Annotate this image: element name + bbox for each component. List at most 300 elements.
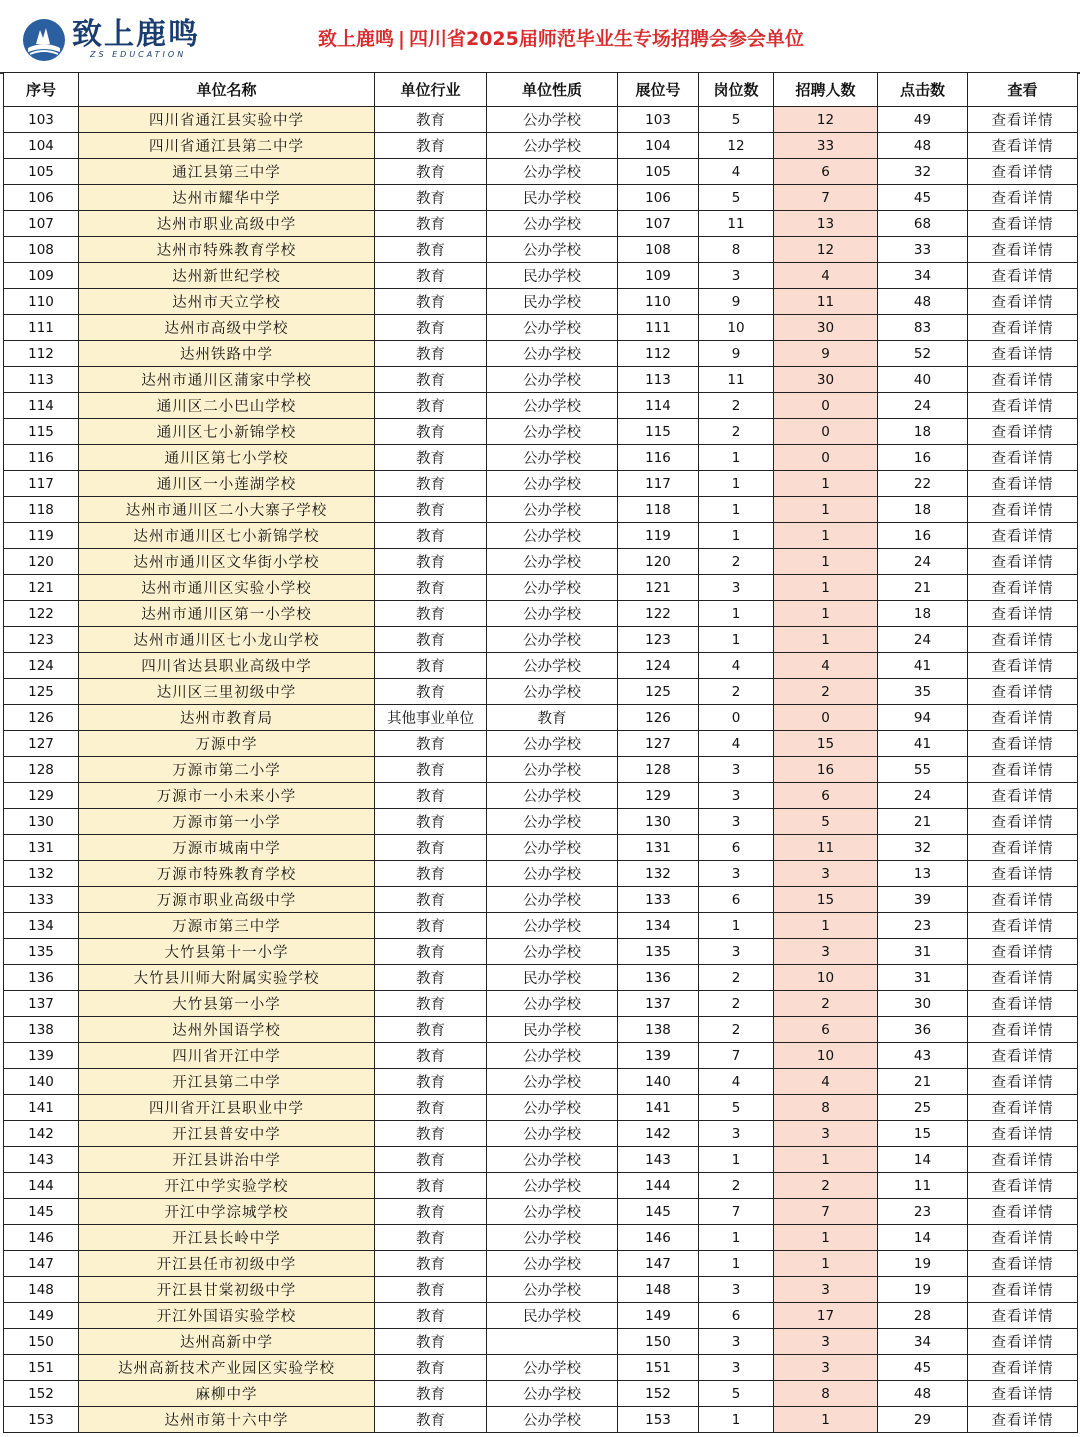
cell-index: 128 (4, 757, 79, 783)
cell-booth: 148 (618, 1277, 699, 1303)
cell-clicks: 30 (878, 991, 968, 1017)
table-row (4, 1043, 1078, 1069)
cell-recruits: 3 (774, 1277, 878, 1303)
cell-industry: 教育 (375, 965, 487, 991)
view-details-link[interactable]: 查看详情 (968, 1069, 1078, 1095)
cell-index: 129 (4, 783, 79, 809)
cell-positions: 4 (699, 1069, 774, 1095)
cell-index: 118 (4, 497, 79, 523)
cell-unit-name: 开江县甘棠初级中学 (79, 1277, 375, 1303)
cell-nature: 公办学校 (487, 679, 618, 705)
cell-positions: 6 (699, 1303, 774, 1329)
view-details-link[interactable]: 查看详情 (968, 939, 1078, 965)
cell-recruits: 3 (774, 1355, 878, 1381)
cell-industry: 教育 (375, 1199, 487, 1225)
cell-industry: 教育 (375, 1069, 487, 1095)
cell-clicks: 52 (878, 341, 968, 367)
view-details-link[interactable]: 查看详情 (968, 1095, 1078, 1121)
cell-unit-name: 开江县普安中学 (79, 1121, 375, 1147)
cell-positions: 10 (699, 315, 774, 341)
cell-booth: 129 (618, 783, 699, 809)
col-header-industry: 单位行业 (375, 73, 487, 107)
cell-index: 106 (4, 185, 79, 211)
view-details-link[interactable]: 查看详情 (968, 965, 1078, 991)
cell-recruits: 2 (774, 679, 878, 705)
cell-industry: 教育 (375, 1121, 487, 1147)
table-row (4, 783, 1078, 809)
cell-index: 126 (4, 705, 79, 731)
cell-recruits: 10 (774, 965, 878, 991)
view-details-link[interactable]: 查看详情 (968, 1147, 1078, 1173)
title-separator: | (398, 28, 405, 50)
cell-positions: 1 (699, 497, 774, 523)
cell-clicks: 68 (878, 211, 968, 237)
table-row (4, 939, 1078, 965)
cell-nature: 公办学校 (487, 1381, 618, 1407)
cell-clicks: 14 (878, 1147, 968, 1173)
view-details-link[interactable]: 查看详情 (968, 445, 1078, 471)
cell-booth: 115 (618, 419, 699, 445)
cell-booth: 149 (618, 1303, 699, 1329)
cell-booth: 146 (618, 1225, 699, 1251)
cell-recruits: 3 (774, 1329, 878, 1355)
view-details-link[interactable]: 查看详情 (968, 341, 1078, 367)
view-details-link[interactable]: 查看详情 (968, 289, 1078, 315)
view-details-link[interactable]: 查看详情 (968, 991, 1078, 1017)
cell-booth: 135 (618, 939, 699, 965)
cell-unit-name: 达州市高级中学校 (79, 315, 375, 341)
cell-index: 141 (4, 1095, 79, 1121)
view-details-link[interactable]: 查看详情 (968, 1251, 1078, 1277)
cell-nature: 公办学校 (487, 809, 618, 835)
table-row (4, 107, 1078, 133)
cell-industry: 教育 (375, 1225, 487, 1251)
cell-industry: 教育 (375, 913, 487, 939)
view-details-link[interactable]: 查看详情 (968, 1225, 1078, 1251)
cell-recruits: 17 (774, 1303, 878, 1329)
cell-index: 130 (4, 809, 79, 835)
cell-recruits: 1 (774, 1147, 878, 1173)
view-details-link[interactable]: 查看详情 (968, 237, 1078, 263)
cell-unit-name: 万源市第一小学 (79, 809, 375, 835)
table-row (4, 679, 1078, 705)
cell-recruits: 6 (774, 1017, 878, 1043)
cell-nature: 公办学校 (487, 211, 618, 237)
table-row (4, 1069, 1078, 1095)
cell-positions: 4 (699, 731, 774, 757)
cell-industry: 教育 (375, 679, 487, 705)
table-row (4, 237, 1078, 263)
cell-nature: 公办学校 (487, 1173, 618, 1199)
table-row (4, 835, 1078, 861)
col-header-index: 序号 (4, 73, 79, 107)
view-details-link[interactable]: 查看详情 (968, 549, 1078, 575)
cell-booth: 150 (618, 1329, 699, 1355)
col-header-clicks: 点击数 (878, 73, 968, 107)
cell-index: 116 (4, 445, 79, 471)
cell-index: 136 (4, 965, 79, 991)
cell-clicks: 24 (878, 549, 968, 575)
cell-index: 103 (4, 107, 79, 133)
cell-clicks: 19 (878, 1277, 968, 1303)
view-details-link[interactable]: 查看详情 (968, 523, 1078, 549)
logo-subtitle: ZS EDUCATION (90, 50, 187, 59)
cell-recruits: 0 (774, 445, 878, 471)
cell-index: 149 (4, 1303, 79, 1329)
cell-nature: 公办学校 (487, 627, 618, 653)
view-details-link[interactable]: 查看详情 (968, 1355, 1078, 1381)
cell-clicks: 35 (878, 679, 968, 705)
cell-industry: 教育 (375, 835, 487, 861)
view-details-link[interactable]: 查看详情 (968, 705, 1078, 731)
cell-positions: 1 (699, 471, 774, 497)
cell-booth: 108 (618, 237, 699, 263)
view-details-link[interactable]: 查看详情 (968, 783, 1078, 809)
cell-industry: 教育 (375, 887, 487, 913)
cell-industry: 教育 (375, 809, 487, 835)
cell-nature: 公办学校 (487, 1251, 618, 1277)
cell-unit-name: 开江县长岭中学 (79, 1225, 375, 1251)
view-details-link[interactable]: 查看详情 (968, 887, 1078, 913)
cell-unit-name: 开江县讲治中学 (79, 1147, 375, 1173)
cell-index: 119 (4, 523, 79, 549)
cell-recruits: 9 (774, 341, 878, 367)
logo-emblem-icon (22, 18, 66, 62)
table-row (4, 601, 1078, 627)
table-row (4, 1121, 1078, 1147)
cell-industry: 教育 (375, 861, 487, 887)
cell-positions: 11 (699, 211, 774, 237)
cell-index: 111 (4, 315, 79, 341)
view-details-link[interactable]: 查看详情 (968, 1381, 1078, 1407)
cell-positions: 2 (699, 991, 774, 1017)
cell-recruits: 7 (774, 185, 878, 211)
table-row (4, 549, 1078, 575)
cell-booth: 153 (618, 1407, 699, 1433)
cell-unit-name: 达州外国语学校 (79, 1017, 375, 1043)
table-row (4, 861, 1078, 887)
table-row (4, 159, 1078, 185)
cell-clicks: 45 (878, 1355, 968, 1381)
cell-clicks: 39 (878, 887, 968, 913)
view-details-link[interactable]: 查看详情 (968, 1329, 1078, 1355)
cell-booth: 141 (618, 1095, 699, 1121)
cell-unit-name: 万源市职业高级中学 (79, 887, 375, 913)
view-details-link[interactable]: 查看详情 (968, 757, 1078, 783)
cell-recruits: 1 (774, 1225, 878, 1251)
view-details-link[interactable]: 查看详情 (968, 913, 1078, 939)
cell-industry: 教育 (375, 393, 487, 419)
cell-nature: 公办学校 (487, 393, 618, 419)
cell-nature (487, 1329, 618, 1355)
cell-unit-name: 四川省通江县第二中学 (79, 133, 375, 159)
cell-unit-name: 达州市通川区七小新锦学校 (79, 523, 375, 549)
cell-nature: 公办学校 (487, 601, 618, 627)
view-details-link[interactable]: 查看详情 (968, 107, 1078, 133)
employer-table (3, 72, 1078, 1433)
table-row (4, 809, 1078, 835)
cell-index: 108 (4, 237, 79, 263)
cell-unit-name: 通江县第三中学 (79, 159, 375, 185)
cell-nature: 公办学校 (487, 991, 618, 1017)
cell-index: 112 (4, 341, 79, 367)
cell-clicks: 21 (878, 1069, 968, 1095)
cell-nature: 民办学校 (487, 1017, 618, 1043)
cell-positions: 4 (699, 653, 774, 679)
table-row (4, 627, 1078, 653)
table-row (4, 653, 1078, 679)
cell-booth: 152 (618, 1381, 699, 1407)
cell-index: 104 (4, 133, 79, 159)
cell-positions: 2 (699, 679, 774, 705)
cell-index: 132 (4, 861, 79, 887)
cell-nature: 公办学校 (487, 731, 618, 757)
cell-industry: 其他事业单位 (375, 705, 487, 731)
cell-positions: 6 (699, 835, 774, 861)
cell-industry: 教育 (375, 1251, 487, 1277)
cell-industry: 教育 (375, 1277, 487, 1303)
cell-index: 113 (4, 367, 79, 393)
cell-clicks: 36 (878, 1017, 968, 1043)
cell-index: 127 (4, 731, 79, 757)
view-details-link[interactable]: 查看详情 (968, 419, 1078, 445)
col-header-nature: 单位性质 (487, 73, 618, 107)
table-row (4, 1329, 1078, 1355)
cell-clicks: 24 (878, 627, 968, 653)
cell-index: 147 (4, 1251, 79, 1277)
table-row (4, 1303, 1078, 1329)
view-details-link[interactable]: 查看详情 (968, 653, 1078, 679)
cell-positions: 9 (699, 341, 774, 367)
cell-booth: 131 (618, 835, 699, 861)
cell-unit-name: 通川区二小巴山学校 (79, 393, 375, 419)
view-details-link[interactable]: 查看详情 (968, 679, 1078, 705)
cell-unit-name: 四川省开江县职业中学 (79, 1095, 375, 1121)
cell-positions: 2 (699, 419, 774, 445)
cell-index: 121 (4, 575, 79, 601)
cell-recruits: 1 (774, 1407, 878, 1433)
table-row (4, 1225, 1078, 1251)
cell-recruits: 3 (774, 939, 878, 965)
view-details-link[interactable]: 查看详情 (968, 315, 1078, 341)
cell-index: 134 (4, 913, 79, 939)
cell-unit-name: 达州市通川区七小龙山学校 (79, 627, 375, 653)
cell-clicks: 15 (878, 1121, 968, 1147)
cell-unit-name: 四川省通江县实验中学 (79, 107, 375, 133)
view-details-link[interactable]: 查看详情 (968, 211, 1078, 237)
table-row (4, 133, 1078, 159)
cell-nature: 公办学校 (487, 341, 618, 367)
view-details-link[interactable]: 查看详情 (968, 185, 1078, 211)
cell-clicks: 29 (878, 1407, 968, 1433)
view-details-link[interactable]: 查看详情 (968, 1173, 1078, 1199)
cell-clicks: 83 (878, 315, 968, 341)
view-details-link[interactable]: 查看详情 (968, 393, 1078, 419)
cell-industry: 教育 (375, 1017, 487, 1043)
cell-booth: 113 (618, 367, 699, 393)
cell-positions: 3 (699, 757, 774, 783)
cell-industry: 教育 (375, 757, 487, 783)
cell-positions: 2 (699, 1017, 774, 1043)
cell-index: 137 (4, 991, 79, 1017)
cell-unit-name: 通川区七小新锦学校 (79, 419, 375, 445)
page-title (318, 24, 804, 51)
cell-unit-name: 达州市通川区第一小学校 (79, 601, 375, 627)
table-row (4, 1277, 1078, 1303)
cell-index: 150 (4, 1329, 79, 1355)
view-details-link[interactable]: 查看详情 (968, 1199, 1078, 1225)
cell-recruits: 6 (774, 159, 878, 185)
cell-index: 140 (4, 1069, 79, 1095)
cell-index: 131 (4, 835, 79, 861)
title-main: 四川省2025届师范毕业生专场招聘会参会单位 (408, 28, 804, 50)
table-row (4, 367, 1078, 393)
cell-booth: 139 (618, 1043, 699, 1069)
cell-nature: 公办学校 (487, 159, 618, 185)
view-details-link[interactable]: 查看详情 (968, 835, 1078, 861)
cell-clicks: 49 (878, 107, 968, 133)
cell-recruits: 3 (774, 861, 878, 887)
table-row (4, 419, 1078, 445)
cell-booth: 124 (618, 653, 699, 679)
cell-unit-name: 万源中学 (79, 731, 375, 757)
cell-industry: 教育 (375, 731, 487, 757)
cell-nature: 公办学校 (487, 1121, 618, 1147)
cell-booth: 118 (618, 497, 699, 523)
cell-unit-name: 达州铁路中学 (79, 341, 375, 367)
cell-positions: 3 (699, 575, 774, 601)
cell-positions: 3 (699, 1355, 774, 1381)
cell-clicks: 13 (878, 861, 968, 887)
table-row (4, 263, 1078, 289)
cell-booth: 105 (618, 159, 699, 185)
cell-booth: 111 (618, 315, 699, 341)
cell-index: 151 (4, 1355, 79, 1381)
cell-clicks: 55 (878, 757, 968, 783)
cell-industry: 教育 (375, 627, 487, 653)
cell-nature: 公办学校 (487, 913, 618, 939)
view-details-link[interactable]: 查看详情 (968, 575, 1078, 601)
cell-unit-name: 开江中学实验学校 (79, 1173, 375, 1199)
cell-recruits: 11 (774, 289, 878, 315)
cell-unit-name: 达州新世纪学校 (79, 263, 375, 289)
cell-unit-name: 四川省达县职业高级中学 (79, 653, 375, 679)
cell-positions: 2 (699, 965, 774, 991)
cell-industry: 教育 (375, 575, 487, 601)
table-row (4, 1095, 1078, 1121)
table-row (4, 757, 1078, 783)
view-details-link[interactable]: 查看详情 (968, 601, 1078, 627)
table-row (4, 1355, 1078, 1381)
cell-clicks: 23 (878, 1199, 968, 1225)
cell-industry: 教育 (375, 1329, 487, 1355)
cell-recruits: 0 (774, 705, 878, 731)
view-details-link[interactable]: 查看详情 (968, 159, 1078, 185)
cell-recruits: 1 (774, 575, 878, 601)
view-details-link[interactable]: 查看详情 (968, 1121, 1078, 1147)
cell-index: 153 (4, 1407, 79, 1433)
cell-recruits: 5 (774, 809, 878, 835)
cell-index: 135 (4, 939, 79, 965)
table-row (4, 1173, 1078, 1199)
col-header-view: 查看 (968, 73, 1078, 107)
view-details-link[interactable]: 查看详情 (968, 133, 1078, 159)
cell-recruits: 12 (774, 237, 878, 263)
cell-recruits: 12 (774, 107, 878, 133)
cell-recruits: 7 (774, 1199, 878, 1225)
logo (22, 14, 200, 64)
cell-booth: 128 (618, 757, 699, 783)
cell-nature: 民办学校 (487, 289, 618, 315)
cell-industry: 教育 (375, 653, 487, 679)
view-details-link[interactable]: 查看详情 (968, 1407, 1078, 1433)
cell-index: 109 (4, 263, 79, 289)
view-details-link[interactable]: 查看详情 (968, 497, 1078, 523)
view-details-link[interactable]: 查看详情 (968, 1277, 1078, 1303)
view-details-link[interactable]: 查看详情 (968, 1017, 1078, 1043)
cell-booth: 126 (618, 705, 699, 731)
view-details-link[interactable]: 查看详情 (968, 731, 1078, 757)
cell-clicks: 48 (878, 1381, 968, 1407)
cell-industry: 教育 (375, 549, 487, 575)
cell-clicks: 45 (878, 185, 968, 211)
cell-recruits: 1 (774, 913, 878, 939)
cell-industry: 教育 (375, 991, 487, 1017)
table-row (4, 991, 1078, 1017)
table-row (4, 289, 1078, 315)
cell-nature: 公办学校 (487, 757, 618, 783)
view-details-link[interactable]: 查看详情 (968, 471, 1078, 497)
view-details-link[interactable]: 查看详情 (968, 809, 1078, 835)
cell-industry: 教育 (375, 1355, 487, 1381)
cell-positions: 5 (699, 185, 774, 211)
table-row (4, 341, 1078, 367)
cell-nature: 公办学校 (487, 107, 618, 133)
cell-index: 146 (4, 1225, 79, 1251)
cell-unit-name: 达州市天立学校 (79, 289, 375, 315)
view-details-link[interactable]: 查看详情 (968, 1303, 1078, 1329)
cell-nature: 公办学校 (487, 419, 618, 445)
view-details-link[interactable]: 查看详情 (968, 1043, 1078, 1069)
view-details-link[interactable]: 查看详情 (968, 861, 1078, 887)
cell-industry: 教育 (375, 159, 487, 185)
table-row (4, 887, 1078, 913)
cell-booth: 136 (618, 965, 699, 991)
cell-unit-name: 达州市通川区蒲家中学校 (79, 367, 375, 393)
cell-booth: 132 (618, 861, 699, 887)
table-row (4, 315, 1078, 341)
cell-recruits: 3 (774, 1121, 878, 1147)
cell-industry: 教育 (375, 237, 487, 263)
cell-positions: 12 (699, 133, 774, 159)
cell-industry: 教育 (375, 497, 487, 523)
cell-nature: 教育 (487, 705, 618, 731)
table-row (4, 913, 1078, 939)
cell-clicks: 25 (878, 1095, 968, 1121)
cell-index: 145 (4, 1199, 79, 1225)
cell-nature: 公办学校 (487, 653, 618, 679)
cell-booth: 121 (618, 575, 699, 601)
view-details-link[interactable]: 查看详情 (968, 627, 1078, 653)
view-details-link[interactable]: 查看详情 (968, 263, 1078, 289)
view-details-link[interactable]: 查看详情 (968, 367, 1078, 393)
table-row (4, 1251, 1078, 1277)
cell-recruits: 8 (774, 1095, 878, 1121)
cell-nature: 民办学校 (487, 185, 618, 211)
cell-nature: 公办学校 (487, 367, 618, 393)
cell-index: 117 (4, 471, 79, 497)
cell-index: 138 (4, 1017, 79, 1043)
